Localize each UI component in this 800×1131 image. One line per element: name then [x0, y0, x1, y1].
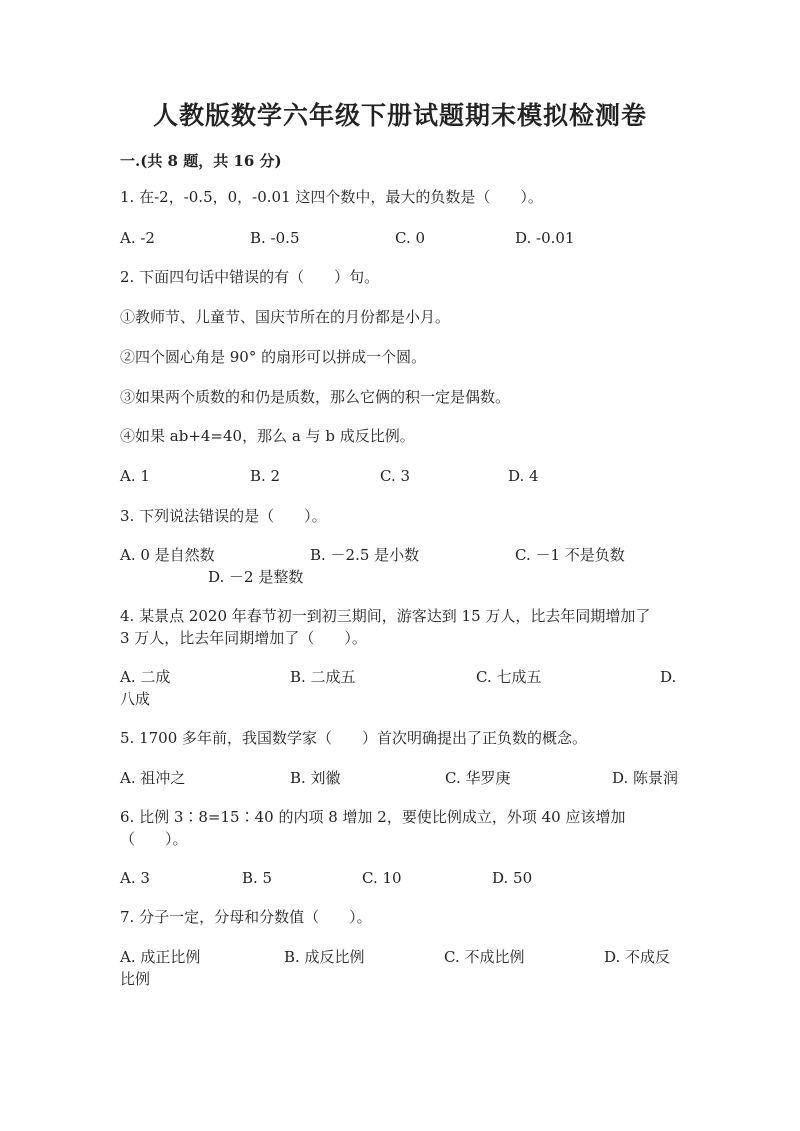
q7-option-c: C. 不成比例 [444, 948, 525, 966]
q7-option-a: A. 成正比例 [120, 948, 201, 966]
q1-option-b: B. -0.5 [250, 229, 300, 247]
q5-option-a: A. 祖冲之 [120, 769, 186, 787]
question-1-stem: 1. 在-2，-0.5，0，-0.01 这四个数中，最大的负数是（ ）。 [120, 188, 543, 206]
question-3-stem: 3. 下列说法错误的是（ ）。 [120, 507, 327, 525]
q4-option-a: A. 二成 [120, 668, 171, 686]
section-heading: 一.(共 8 题，共 16 分) [120, 152, 282, 170]
q3-option-a: A. 0 是自然数 [120, 546, 215, 564]
question-5-stem: 5. 1700 多年前，我国数学家（ ）首次明确提出了正负数的概念。 [120, 729, 588, 747]
q4-option-b: B. 二成五 [290, 668, 356, 686]
question-6-stem-line-1: 6. 比例 3∶8=15∶40 的内项 8 增加 2，要使比例成立，外项 40 应该增加 [120, 808, 626, 826]
q2-option-b: B. 2 [250, 467, 281, 485]
q5-option-b: B. 刘徽 [290, 769, 341, 787]
q1-option-d: D. -0.01 [515, 229, 575, 247]
page-title: 人教版数学六年级下册试题期末模拟检测卷 [152, 101, 647, 130]
q3-option-c: C. －1 不是负数 [515, 546, 625, 564]
question-7-stem: 7. 分子一定，分母和分数值（ ）。 [120, 908, 372, 926]
q4-option-c: C. 七成五 [476, 668, 542, 686]
q4-option-d-continued: 八成 [120, 690, 151, 708]
question-4-stem-line-1: 4. 某景点 2020 年春节初一到初三期间，游客达到 15 万人，比去年同期增加了 [120, 607, 651, 625]
q2-option-d: D. 4 [508, 467, 539, 485]
q3-option-b: B. －2.5 是小数 [310, 546, 420, 564]
q5-option-d: D. 陈景润 [612, 769, 679, 787]
q2-option-c: C. 3 [380, 467, 411, 485]
q6-option-d: D. 50 [492, 869, 533, 887]
q6-option-a: A. 3 [120, 869, 150, 887]
q3-option-d: D. －2 是整数 [208, 568, 304, 586]
q6-option-c: C. 10 [362, 869, 402, 887]
q7-option-d-continued: 比例 [120, 970, 151, 988]
question-4-stem-line-2: 3 万人，比去年同期增加了（ ）。 [120, 629, 367, 647]
q2-option-a: A. 1 [120, 467, 150, 485]
q2-statement-2: ②四个圆心角是 90° 的扇形可以拼成一个圆。 [120, 348, 427, 366]
q5-option-c: C. 华罗庚 [445, 769, 511, 787]
q1-option-c: C. 0 [395, 229, 426, 247]
question-2-stem: 2. 下面四句话中错误的有（ ）句。 [120, 268, 380, 286]
q1-option-a: A. -2 [120, 229, 155, 247]
q7-option-b: B. 成反比例 [284, 948, 365, 966]
q6-option-b: B. 5 [242, 869, 273, 887]
q7-option-d: D. 不成反 [604, 948, 671, 966]
question-6-stem-line-2: （ ）。 [120, 830, 188, 848]
q2-statement-3: ③如果两个质数的和仍是质数，那么它俩的积一定是偶数。 [120, 388, 511, 406]
q2-statement-1: ①教师节、儿童节、国庆节所在的月份都是小月。 [120, 308, 451, 326]
q2-statement-4: ④如果 ab+4=40，那么 a 与 b 成反比例。 [120, 427, 415, 445]
q4-option-d: D. [660, 668, 677, 686]
